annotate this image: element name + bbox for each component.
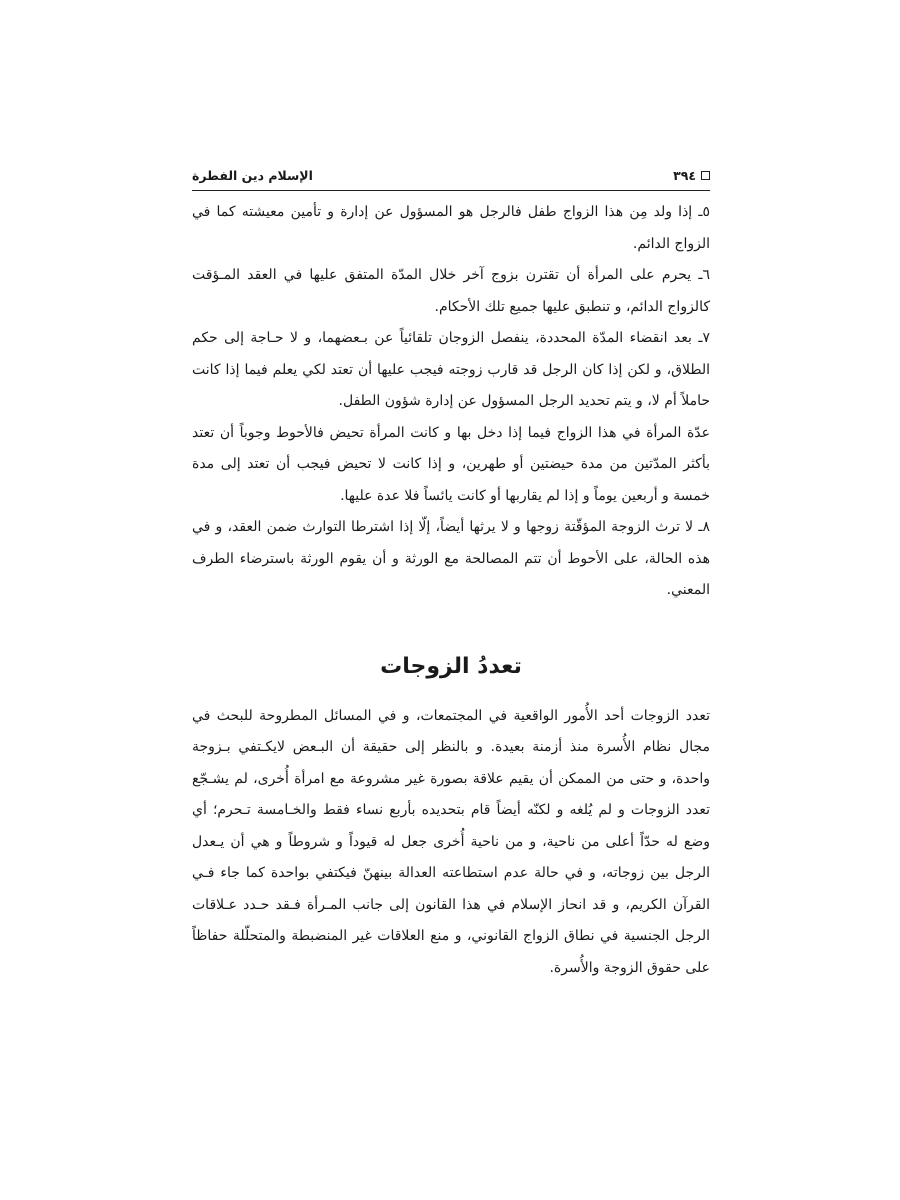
book-title: الإسلام دين الفطرة	[192, 168, 313, 183]
section-body-paragraph: تعدد الزوجات أحد الأُمور الواقعية في المجتمعات، و في المسائل المطروحة للبحث في مجال نظام الأُسرة منذ أزمنة بعيدة. و بالنظر إلى حقيقة أن البـعض لايكـتفي بـزوجة واحدة، و حتى من الممكن أن يقيم علاقة بصورة غير مشروعة مع امرأة أُخرى، لم يشـجّع تعدد الزوجات و لم يُلغه و لكنّه أيضاً قام بتحديده بأربع نساء فقط والخـامسة تـحرم؛ أي وضع له حدّاً أعلى من ناحية، و من ناحية أُخرى جعل له قيوداً و شروطاً و هي أن يـعدل الرجل بين زوجاته، و في حالة عدم استطاعته العدالة بينهنّ فيكتفي بواحدة كما جاء فـي القرآن الكريم، و قد انحاز الإسلام في هذا القانون إلى جانب المـرأة فـقد حـدد عـلاقات الرجل الجنسية في نطاق الزواج القانوني، و منع العلاقات غير المنضبطة والمتحلّلة حفاظاً على حقوق الزوجة والأُسرة.	[192, 707, 710, 976]
running-header	[192, 162, 710, 191]
square-box-icon	[701, 171, 710, 180]
page-content	[192, 197, 710, 984]
section-heading: تعددُ الزوجات	[380, 653, 522, 679]
paragraph-item-8: ٨ـ لا ترث الزوجة المؤقّتة زوجها و لا يرثها أيضاً، إلّا إذا اشترطا التوارث ضمن العقد، و في هذه الحالة، على الأحوط أن تتم المصالحة مع الورثة و أن يقوم الورثة باسترضاء الطرف المعني.	[192, 519, 710, 598]
page-number-block	[673, 168, 710, 183]
book-page	[192, 162, 710, 984]
paragraph-item-5: ٥ـ إذا ولد مِن هذا الزواج طفل فالرجل هو المسؤول عن إدارة و تأمين معيشته كما في الزواج الدائم.	[192, 204, 710, 252]
paragraph-waiting-period: عدّة المرأة في هذا الزواج فيما إذا دخل بها و كانت المرأة تحيض فالأحوط وجوباً أن تعتد بأكثر المدّتين من مدة حيضتين أو طهرين، و إذا كانت لا تحيض فيجب أن تعتد إلى مدة خمسة و أربعين يوماً و إذا لم يقاربها أو كانت يائساً فلا عدة عليها.	[192, 424, 710, 504]
page-number: ٣٩٤	[673, 168, 696, 183]
paragraph-item-6: ٦ـ يحرم على المرأة أن تقترن بزوج آخر خلال المدّة المتفق عليها في العقد المـؤقت كالزواج الدائم، و تنطبق عليها جميع تلك الأحكام.	[192, 267, 710, 315]
paragraph-item-7: ٧ـ بعد انقضاء المدّة المحددة، ينفصل الزوجان تلقائياً عن بـعضهما، و لا حـاجة إلى حكم الطلاق، و لكن إذا كان الرجل قد قارب زوجته فيجب عليها أن تعتد لكي يعلم فيما إذا كانت حاملاً أم لا، و يتم تحديد الرجل المسؤول عن إدارة شؤون الطفل.	[192, 330, 710, 409]
